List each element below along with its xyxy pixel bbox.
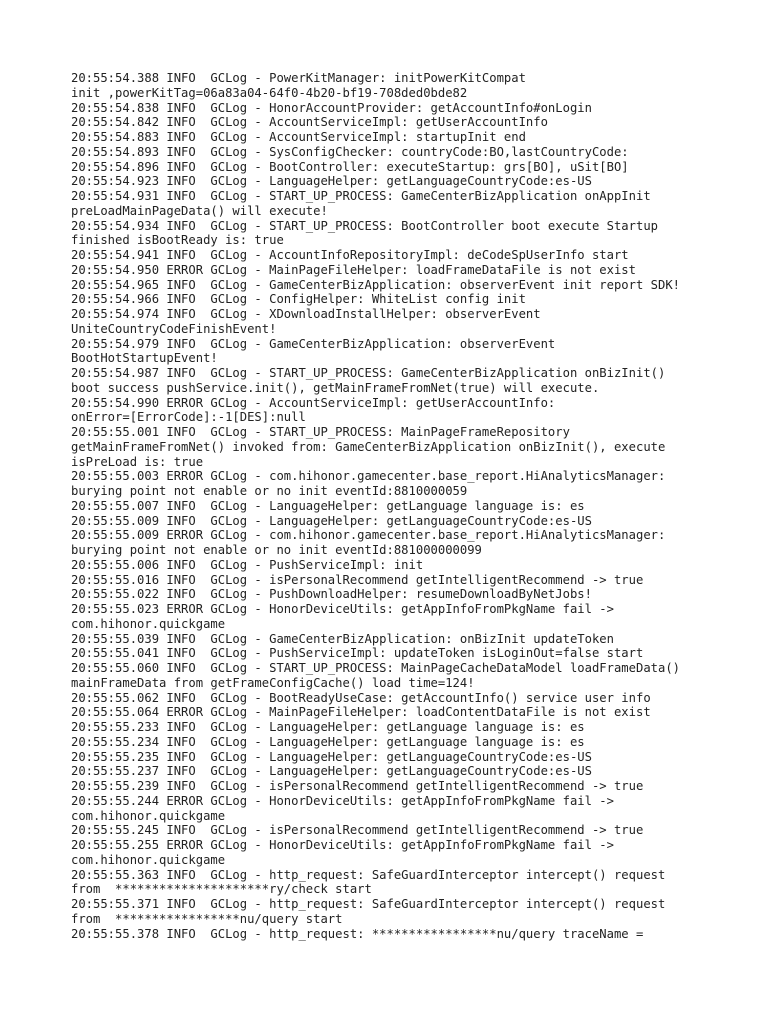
log-line: 20:55:54.965 INFO GCLog - GameCenterBizApplication: observerEvent init report SDK! bbox=[71, 277, 681, 292]
log-line: 20:55:55.237 INFO GCLog - LanguageHelper: getLanguageCountryCode:es-US bbox=[71, 764, 592, 779]
log-line: 20:55:55.023 ERROR GCLog - HonorDeviceUtils: getAppInfoFromPkgName fail -> bbox=[71, 602, 614, 616]
log-line: 20:55:54.950 ERROR GCLog - MainPageFileHelper: loadFrameDataFile is not exist bbox=[71, 262, 636, 277]
log-line: burying point not enable or no init eventId:8810000059 bbox=[71, 484, 468, 498]
log-line: from *********************ry/check start bbox=[71, 882, 372, 897]
log-line: 20:55:55.371 INFO GCLog - http_request: SafeGuardInterceptor intercept() request bbox=[71, 897, 666, 911]
log-text bbox=[71, 71, 761, 941]
log-line: 20:55:55.060 INFO GCLog - START_UP_PROCESS: MainPageCacheDataModel loadFrameData() bbox=[71, 661, 681, 675]
log-line: com.hihonor.quickgame bbox=[71, 808, 226, 823]
log-line: 20:55:54.388 INFO GCLog - PowerKitManager: initPowerKitCompat bbox=[71, 71, 526, 85]
log-line: getMainFrameFromNet() invoked from: GameCenterBizApplication onBizInit(), execute bbox=[71, 439, 666, 454]
log-line: finished isBootReady is: true bbox=[71, 233, 284, 248]
log-line: 20:55:55.009 INFO GCLog - LanguageHelper: getLanguageCountryCode:es-US bbox=[71, 513, 592, 528]
log-line: from *****************nu/query start bbox=[71, 911, 343, 926]
log-line: 20:55:54.934 INFO GCLog - START_UP_PROCESS: BootController boot execute Startup bbox=[71, 218, 658, 233]
log-line: mainFrameData from getFrameConfigCache() load time=124! bbox=[71, 675, 475, 690]
log-line: 20:55:55.363 INFO GCLog - http_request: SafeGuardInterceptor intercept() request bbox=[71, 867, 666, 882]
log-line: isPreLoad is: true bbox=[71, 454, 204, 469]
log-line: 20:55:54.987 INFO GCLog - START_UP_PROCESS: GameCenterBizApplication onBizInit() bbox=[71, 366, 666, 380]
log-line: 20:55:55.239 INFO GCLog - isPersonalRecommend getIntelligentRecommend -> true bbox=[71, 779, 644, 793]
log-line: 20:55:55.233 INFO GCLog - LanguageHelper: getLanguage language is: es bbox=[71, 720, 585, 734]
log-line: 20:55:54.974 INFO GCLog - XDownloadInstallHelper: observerEvent bbox=[71, 307, 541, 321]
log-line: 20:55:55.255 ERROR GCLog - HonorDeviceUtils: getAppInfoFromPkgName fail -> bbox=[71, 838, 614, 852]
log-line: 20:55:55.041 INFO GCLog - PushServiceImpl: updateToken isLoginOut=false start bbox=[71, 646, 644, 661]
log-line: UniteCountryCodeFinishEvent! bbox=[71, 321, 277, 336]
log-line: 20:55:55.235 INFO GCLog - LanguageHelper: getLanguageCountryCode:es-US bbox=[71, 749, 592, 764]
log-line: 20:55:55.378 INFO GCLog - http_request: *****************nu/query traceName = bbox=[71, 926, 644, 941]
log-line: com.hihonor.quickgame bbox=[71, 616, 226, 631]
log-line: 20:55:55.234 INFO GCLog - LanguageHelper: getLanguage language is: es bbox=[71, 734, 585, 749]
log-line: 20:55:54.966 INFO GCLog - ConfigHelper: WhiteList config init bbox=[71, 292, 526, 307]
log-line: 20:55:54.990 ERROR GCLog - AccountServiceImpl: getUserAccountInfo: bbox=[71, 395, 556, 410]
log-line: 20:55:55.022 INFO GCLog - PushDownloadHelper: resumeDownloadByNetJobs! bbox=[71, 587, 592, 602]
log-line: 20:55:54.979 INFO GCLog - GameCenterBizApplication: observerEvent bbox=[71, 336, 556, 351]
log-line: 20:55:54.893 INFO GCLog - SysConfigChecker: countryCode:BO,lastCountryCode: bbox=[71, 144, 629, 159]
log-line: 20:55:55.244 ERROR GCLog - HonorDeviceUtils: getAppInfoFromPkgName fail -> bbox=[71, 793, 614, 808]
log-line: 20:55:54.838 INFO GCLog - HonorAccountProvider: getAccountInfo#onLogin bbox=[71, 100, 592, 115]
log-line: 20:55:55.006 INFO GCLog - PushServiceImpl: init bbox=[71, 557, 424, 572]
log-line: init ,powerKitTag=06a83a04-64f0-4b20-bf19-708ded0bde82 bbox=[71, 85, 468, 100]
log-line: 20:55:55.001 INFO GCLog - START_UP_PROCESS: MainPageFrameRepository bbox=[71, 425, 570, 439]
log-line: 20:55:55.003 ERROR GCLog - com.hihonor.gamecenter.base_report.HiAnalyticsManager: bbox=[71, 469, 666, 484]
log-line: 20:55:55.062 INFO GCLog - BootReadyUseCase: getAccountInfo() service user info bbox=[71, 690, 651, 705]
log-line: preLoadMainPageData() will execute! bbox=[71, 203, 328, 218]
log-line: 20:55:54.923 INFO GCLog - LanguageHelper: getLanguageCountryCode:es-US bbox=[71, 174, 592, 189]
log-line: 20:55:54.896 INFO GCLog - BootController: executeStartup: grs[BO], uSit[BO] bbox=[71, 159, 629, 174]
log-line: onError=[ErrorCode]:-1[DES]:null bbox=[71, 410, 306, 425]
log-line: 20:55:55.007 INFO GCLog - LanguageHelper: getLanguage language is: es bbox=[71, 498, 585, 513]
log-line: 20:55:55.039 INFO GCLog - GameCenterBizApplication: onBizInit updateToken bbox=[71, 631, 614, 646]
log-line: 20:55:54.931 INFO GCLog - START_UP_PROCESS: GameCenterBizApplication onAppInit bbox=[71, 189, 651, 203]
log-line: com.hihonor.quickgame bbox=[71, 852, 226, 867]
log-line: burying point not enable or no init eventId:881000000099 bbox=[71, 543, 482, 557]
log-line: 20:55:54.842 INFO GCLog - AccountServiceImpl: getUserAccountInfo bbox=[71, 115, 548, 130]
log-line: 20:55:55.009 ERROR GCLog - com.hihonor.gamecenter.base_report.HiAnalyticsManager: bbox=[71, 528, 666, 543]
log-line: 20:55:54.941 INFO GCLog - AccountInfoRepositoryImpl: deCodeSpUserInfo start bbox=[71, 248, 629, 262]
log-line: 20:55:55.064 ERROR GCLog - MainPageFileHelper: loadContentDataFile is not exist bbox=[71, 705, 651, 720]
log-line: 20:55:55.245 INFO GCLog - isPersonalRecommend getIntelligentRecommend -> true bbox=[71, 823, 644, 838]
log-line: boot success pushService.init(), getMainFrameFromNet(true) will execute. bbox=[71, 380, 600, 395]
log-line: 20:55:55.016 INFO GCLog - isPersonalRecommend getIntelligentRecommend -> true bbox=[71, 572, 644, 587]
log-line: 20:55:54.883 INFO GCLog - AccountServiceImpl: startupInit end bbox=[71, 130, 526, 144]
log-line: BootHotStartupEvent! bbox=[71, 351, 218, 366]
